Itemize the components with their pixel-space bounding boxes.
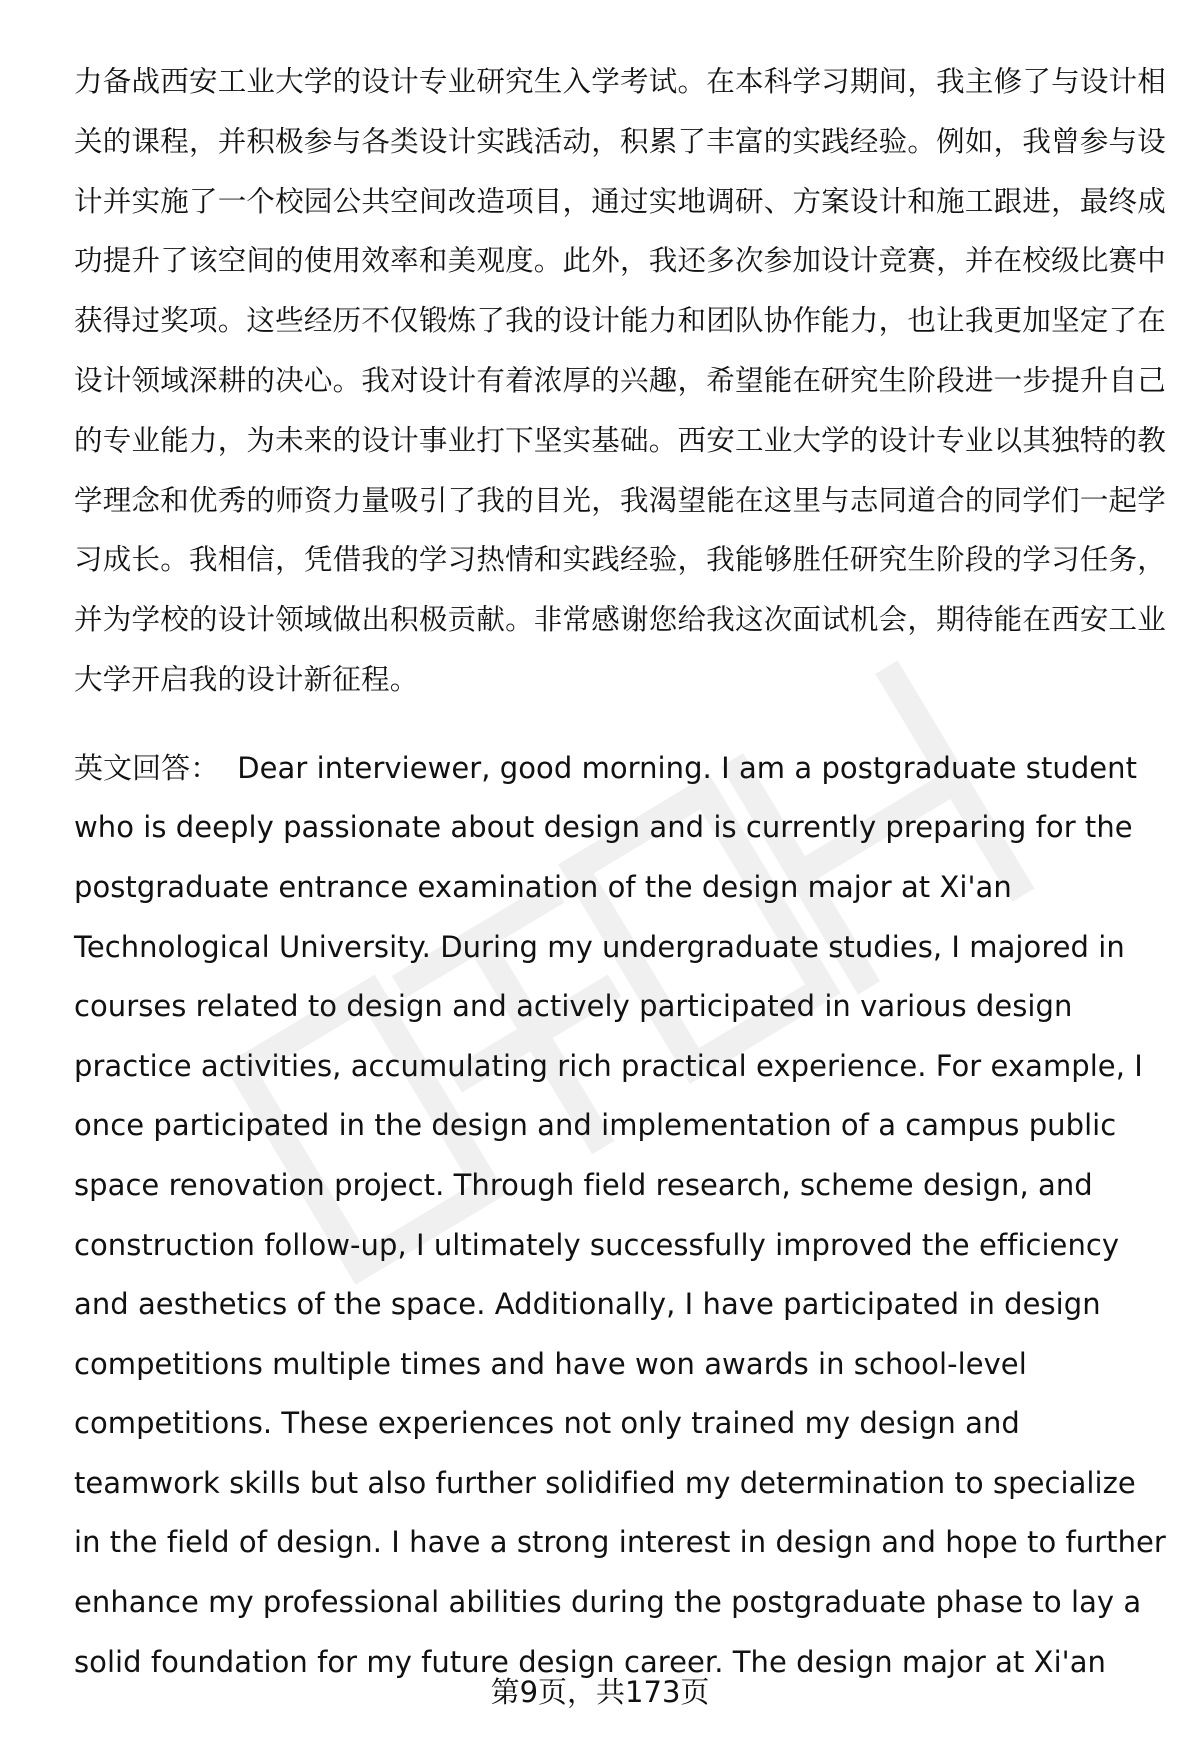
chinese-answer-paragraph: 力备战西安工业大学的设计专业研究生入学考试。在本科学习期间，我主修了与设计相关的课程，并积极参与各类设计实践活动，积累了丰富的实践经验。例如，我曾参与设计并实施了一个校园公共空间改造项目，通过实地调研、方案设计和施工跟进，最终成功提升了该空间的使用效率和美观度。此外，我还多次参加设计竞赛，并在校级比赛中获得过奖项。这些经历不仅锻炼了我的设计能力和团队协作能力，也让我更加坚定了在设计领域深耕的决心。我对设计有着浓厚的兴趣，希望能在研究生阶段进一步提升自己的专业能力，为未来的设计事业打下坚实基础。西安工业大学的设计专业以其独特的教学理念和优秀的师资力量吸引了我的目光，我渴望能在这里与志同道合的同学们一起学习成长。我相信，凭借我的学习热情和实践经验，我能够胜任研究生阶段的学习任务，并为学校的设计领域做出积极贡献。非常感谢您给我这次面试机会，期待能在西安工业大学开启我的设计新征程。	[74, 65, 1166, 696]
english-answer-label: 英文回答：	[74, 750, 220, 785]
page-indicator: 第9页，共173页	[490, 1675, 710, 1709]
english-answer-text: Dear interviewer, good morning. I am a postgraduate student who is deeply passionate about design and is currently preparing for the postgraduate entrance examination of the design major at Xi'an Technological University. During my undergraduate studies, I majored in courses related to design and actively participated in various design practice activities, accumulating rich practical experience. For example, I once participated in the design and implementation of a campus public space renovation project. Through field research, scheme design, and construction follow-up, I ultimately successfully improved the efficiency and aesthetics of the space. Additionally, I have participated in design competitions multiple times and have won awards in school-level competitions. These experiences not only trained my design and teamwork skills but also further solidified my determination to specialize in the field of design. I have a strong interest in design and hope to further enhance my professional abilities during the postgraduate phase to lay a solid foundation for my future design career. The design major at Xi'an	[74, 750, 1166, 1679]
english-answer-paragraph	[74, 739, 1166, 1693]
document-body	[74, 52, 1166, 1692]
page-footer	[0, 1672, 1200, 1712]
